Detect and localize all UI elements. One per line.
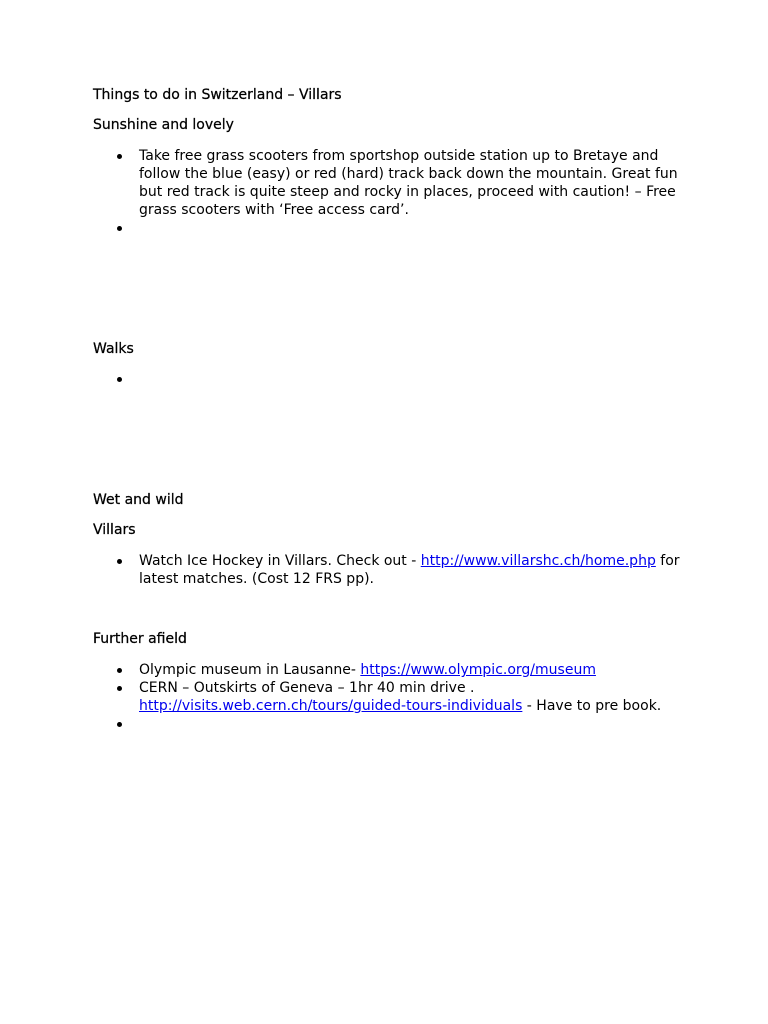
- list-item: [93, 679, 683, 715]
- list-item: [93, 219, 683, 237]
- list-item-text: for latest matches. (Cost 12 FRS pp).: [139, 553, 680, 587]
- list-item-text: CERN – Outskirts of Geneva – 1hr 40 min drive .: [139, 680, 475, 696]
- villars-list: [93, 552, 683, 588]
- further-afield-list: [93, 661, 683, 733]
- list-item: [93, 715, 683, 733]
- list-item-text: - Have to pre book.: [522, 698, 662, 714]
- olympic-museum-link[interactable]: https://www.olympic.org/museum: [360, 662, 596, 678]
- villars-hockey-link[interactable]: http://www.villarshc.ch/home.php: [420, 553, 656, 569]
- list-item-text: Watch Ice Hockey in Villars. Check out -: [139, 553, 421, 569]
- list-item: [93, 552, 683, 588]
- section-heading-sunshine: Sunshine and lovely: [93, 117, 234, 133]
- list-item-text: Olympic museum in Lausanne-: [139, 662, 361, 678]
- walks-list: [93, 370, 683, 388]
- sunshine-list: [93, 147, 683, 237]
- section-heading-wet-and-wild: Wet and wild: [93, 492, 184, 508]
- cern-tours-link[interactable]: http://visits.web.cern.ch/tours/guided-tours-individuals: [139, 698, 523, 714]
- list-item: [93, 147, 683, 219]
- list-item: [93, 661, 683, 679]
- section-heading-villars: Villars: [93, 522, 136, 538]
- section-heading-walks: Walks: [93, 341, 134, 357]
- list-item: [93, 370, 683, 388]
- list-item-text: Take free grass scooters from sportshop outside station up to Bretaye and follow the blue (easy) or red (hard) track back down the mountain. Great fun but red track is quite steep and rocky in places, proceed with caution! – Free grass scooters with ‘Free access card’.: [139, 148, 678, 218]
- section-heading-further-afield: Further afield: [93, 631, 187, 647]
- document-title: Things to do in Switzerland – Villars: [93, 87, 342, 103]
